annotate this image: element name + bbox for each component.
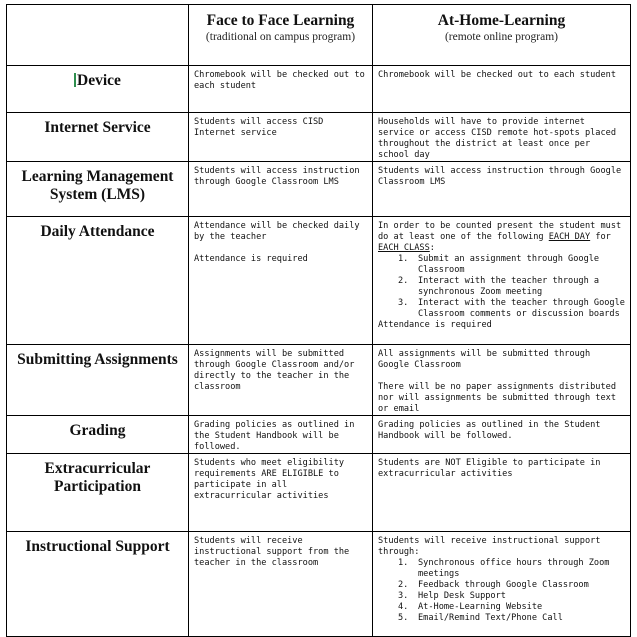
- cell-lms-face: Students will access instruction through Google Classroom LMS: [189, 162, 373, 217]
- comparison-table: [6, 4, 631, 637]
- list-item: 3. Interact with the teacher through Google Classroom comments or discussion boards: [398, 298, 625, 319]
- attendance-intro: In order to be counted present the student must do at least one of the following EACH DAY for EACH CLASS:: [378, 221, 622, 253]
- row-label-lms: Learning Management System (LMS): [7, 162, 189, 217]
- list-item: 1. Synchronous office hours through Zoom meetings: [398, 558, 610, 579]
- list-item: 2. Interact with the teacher through a synchronous Zoom meeting: [398, 276, 600, 297]
- row-label-internet: Internet Service: [7, 113, 189, 162]
- cell-lms-home: Students will access instruction through Google Classroom LMS: [373, 162, 631, 217]
- row-label-grading: Grading: [7, 416, 189, 454]
- support-options-list: [378, 558, 626, 624]
- face-to-face-subtitle: (traditional on campus program): [205, 31, 356, 43]
- at-home-title: At-Home-Learning: [437, 12, 566, 29]
- table-row-attendance: [7, 217, 631, 345]
- list-item: 4. At-Home-Learning Website: [398, 602, 543, 612]
- cell-device-home: Chromebook will be checked out to each student: [373, 66, 631, 113]
- row-label-assignments: Submitting Assignments: [7, 345, 189, 416]
- cell-assignments-face: Assignments will be submitted through Google Classroom and/or directly to the teacher in the classroom: [189, 345, 373, 416]
- table-row-grading: [7, 416, 631, 454]
- at-home-header: [373, 5, 631, 66]
- cell-grading-home: Grading policies as outlined in the Student Handbook will be followed.: [373, 416, 631, 454]
- row-label-attendance: Daily Attendance: [7, 217, 189, 345]
- cell-device-face: Chromebook will be checked out to each student: [189, 66, 373, 113]
- cell-internet-home: Households will have to provide internet service or access CISD remote hot-spots placed throughout the district at least once per school day: [373, 113, 631, 162]
- corner-cell: [7, 5, 189, 66]
- list-item: 5. Email/Remind Text/Phone Call: [398, 613, 563, 623]
- row-label-device: Device: [7, 66, 189, 113]
- list-item: 1. Submit an assignment through Google Classroom: [398, 254, 600, 275]
- table-row-device: [7, 66, 631, 113]
- text-cursor-icon: [74, 73, 76, 87]
- header-row: [7, 5, 631, 66]
- list-item: 2. Feedback through Google Classroom: [398, 580, 589, 590]
- table-row-extracurricular: [7, 454, 631, 532]
- cell-grading-face: Grading policies as outlined in the Student Handbook will be followed.: [189, 416, 373, 454]
- table-row-support: [7, 532, 631, 637]
- row-label-extracurricular: Extracurricular Participation: [7, 454, 189, 532]
- cell-assignments-home: All assignments will be submitted through Google Classroom There will be no paper assignments distributed nor will assignments be submitted through text or email: [373, 345, 631, 416]
- cell-attendance-home: In order to be counted present the student must do at least one of the following EACH DAY for EACH CLASS: 1. Submit an assignment through Google Classroom 2. Interact with the teacher through a synchronous Zoom meeting 3. Interact with the teacher through Google Classroom comments or discussion boards Attendance is required: [373, 217, 631, 345]
- cell-attendance-face: Attendance will be checked daily by the teacher Attendance is required: [189, 217, 373, 345]
- cell-support-face: Students will receive instructional support from the teacher in the classroom: [189, 532, 373, 637]
- cell-extracurricular-face: Students who meet eligibility requirements ARE ELIGIBLE to participate in all extracurricular activities: [189, 454, 373, 532]
- cell-support-home: Students will receive instructional support through: 1. Synchronous office hours through Zoom meetings 2. Feedback through Google Classroom 3. Help Desk Support 4. At-Home-Learning Website 5. Email/Remind Text/Phone Call: [373, 532, 631, 637]
- face-to-face-header: [189, 5, 373, 66]
- cell-internet-face: Students will access CISD Internet service: [189, 113, 373, 162]
- row-label-support: Instructional Support: [7, 532, 189, 637]
- at-home-subtitle: (remote online program): [444, 31, 559, 43]
- table-row-assignments: [7, 345, 631, 416]
- table-row-internet: [7, 113, 631, 162]
- face-to-face-title: Face to Face Learning: [206, 12, 355, 29]
- attendance-options-list: [378, 254, 626, 320]
- cell-extracurricular-home: Students are NOT Eligible to participate in extracurricular activities: [373, 454, 631, 532]
- list-item: 3. Help Desk Support: [398, 591, 506, 601]
- table-row-lms: [7, 162, 631, 217]
